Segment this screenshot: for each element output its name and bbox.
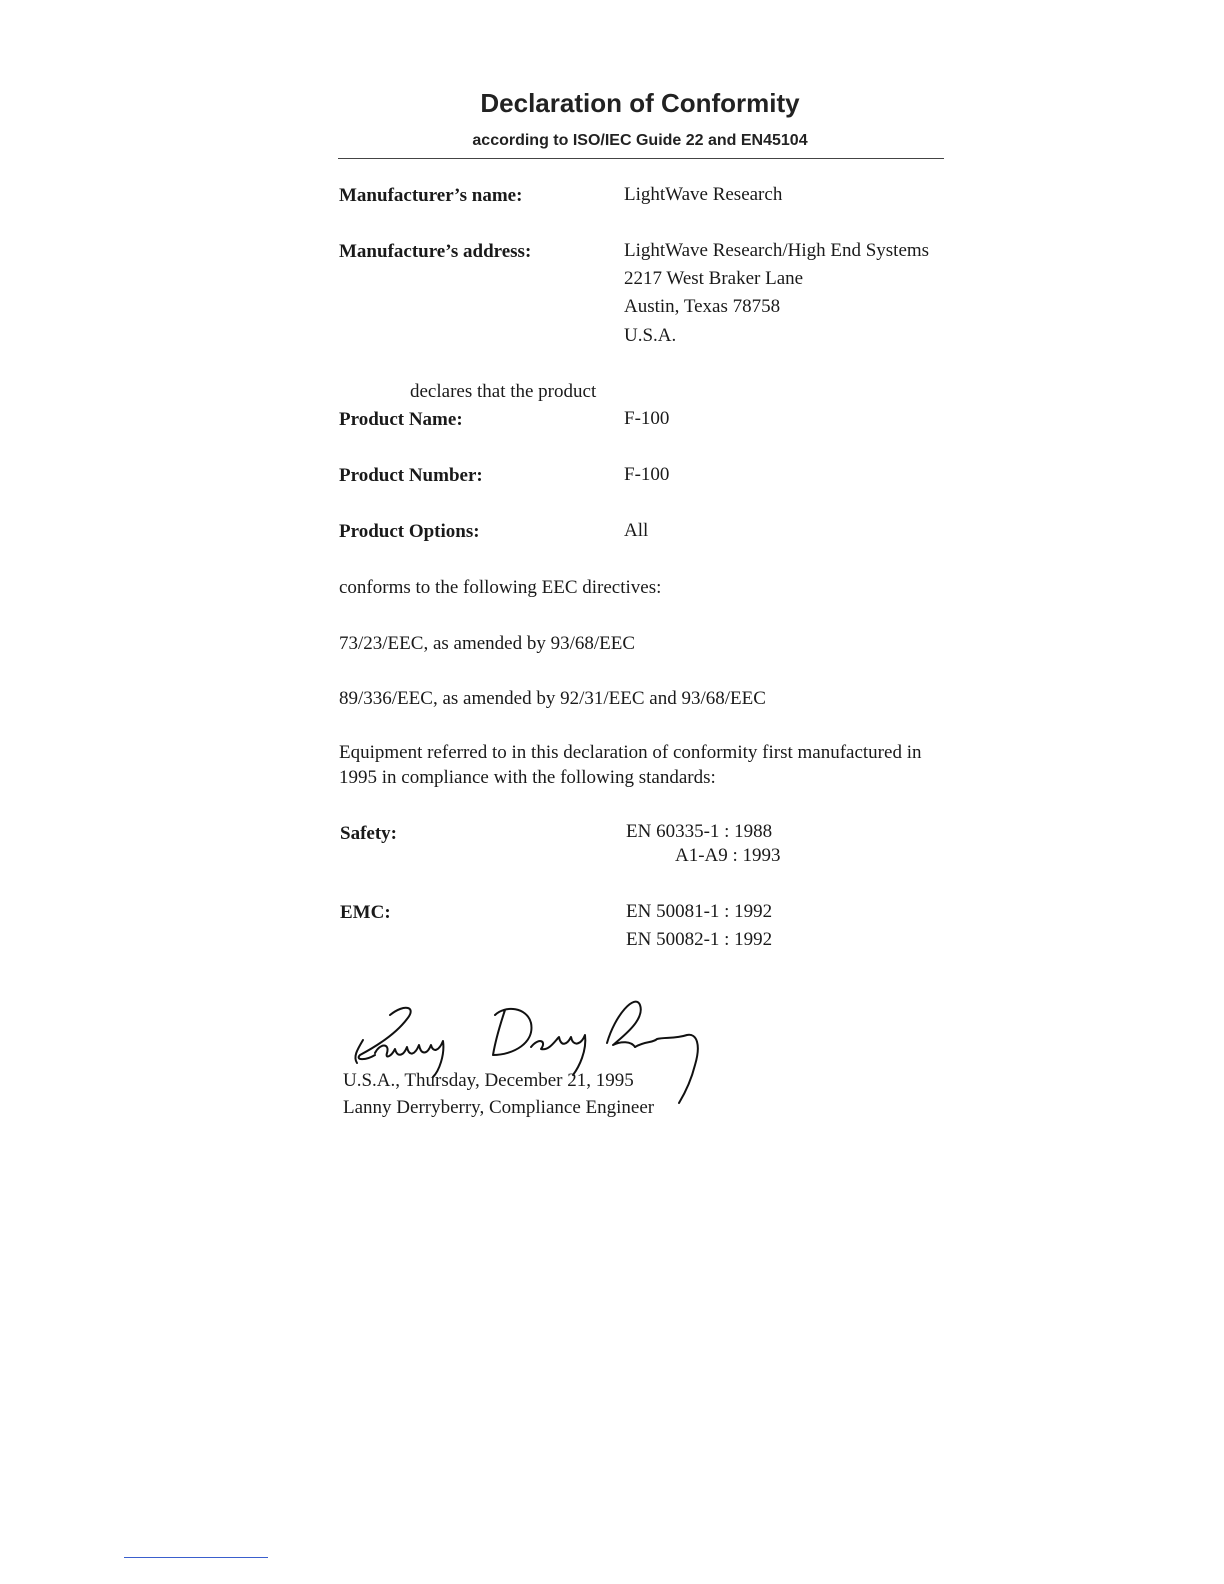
conforms-text: conforms to the following EEC directives:: [339, 577, 662, 598]
handwritten-signature: [335, 985, 715, 1115]
signature-date-line: U.S.A., Thursday, December 21, 1995: [343, 1070, 634, 1091]
directive-item: 89/336/EEC, as amended by 92/31/EEC and 93/68/EEC: [339, 688, 766, 709]
equipment-paragraph: Equipment referred to in this declaration of conformity first manufactured in 1995 in compliance with the following standards:: [339, 742, 922, 788]
directive-item: 73/23/EEC, as amended by 93/68/EEC: [339, 633, 636, 654]
product-options-label: Product Options:: [339, 521, 480, 542]
product-number-label: Product Number:: [339, 465, 483, 486]
manufacturer-name-label: Manufacturer’s name:: [339, 185, 523, 206]
emc-standard: EN 50081-1 : 1992: [626, 901, 773, 922]
signatory-name-line: Lanny Derryberry, Compliance Engineer: [343, 1097, 655, 1118]
emc-label: EMC:: [340, 902, 391, 923]
emc-standard: EN 50082-1 : 1992: [626, 929, 773, 950]
product-name-label: Product Name:: [339, 409, 463, 430]
manufacturer-name-value: LightWave Research: [624, 184, 783, 205]
address-line: U.S.A.: [624, 325, 677, 346]
declares-text: declares that the product: [410, 381, 597, 402]
product-number-value: F-100: [624, 464, 670, 485]
header-divider: [338, 158, 944, 159]
product-name-value: F-100: [624, 408, 670, 429]
address-line: 2217 West Braker Lane: [624, 268, 804, 289]
address-line: Austin, Texas 78758: [624, 296, 781, 317]
safety-standard: A1-A9 : 1993: [675, 845, 781, 866]
product-options-value: All: [624, 520, 649, 541]
document-title: Declaration of Conformity: [480, 88, 800, 118]
document-subtitle: according to ISO/IEC Guide 22 and EN45104: [472, 132, 808, 149]
safety-label: Safety:: [340, 823, 397, 844]
safety-standard: EN 60335-1 : 1988: [626, 821, 773, 842]
address-line: LightWave Research/High End Systems: [624, 240, 930, 261]
footer-rule: [124, 1557, 268, 1558]
manufacturer-address-label: Manufacture’s address:: [339, 241, 532, 262]
